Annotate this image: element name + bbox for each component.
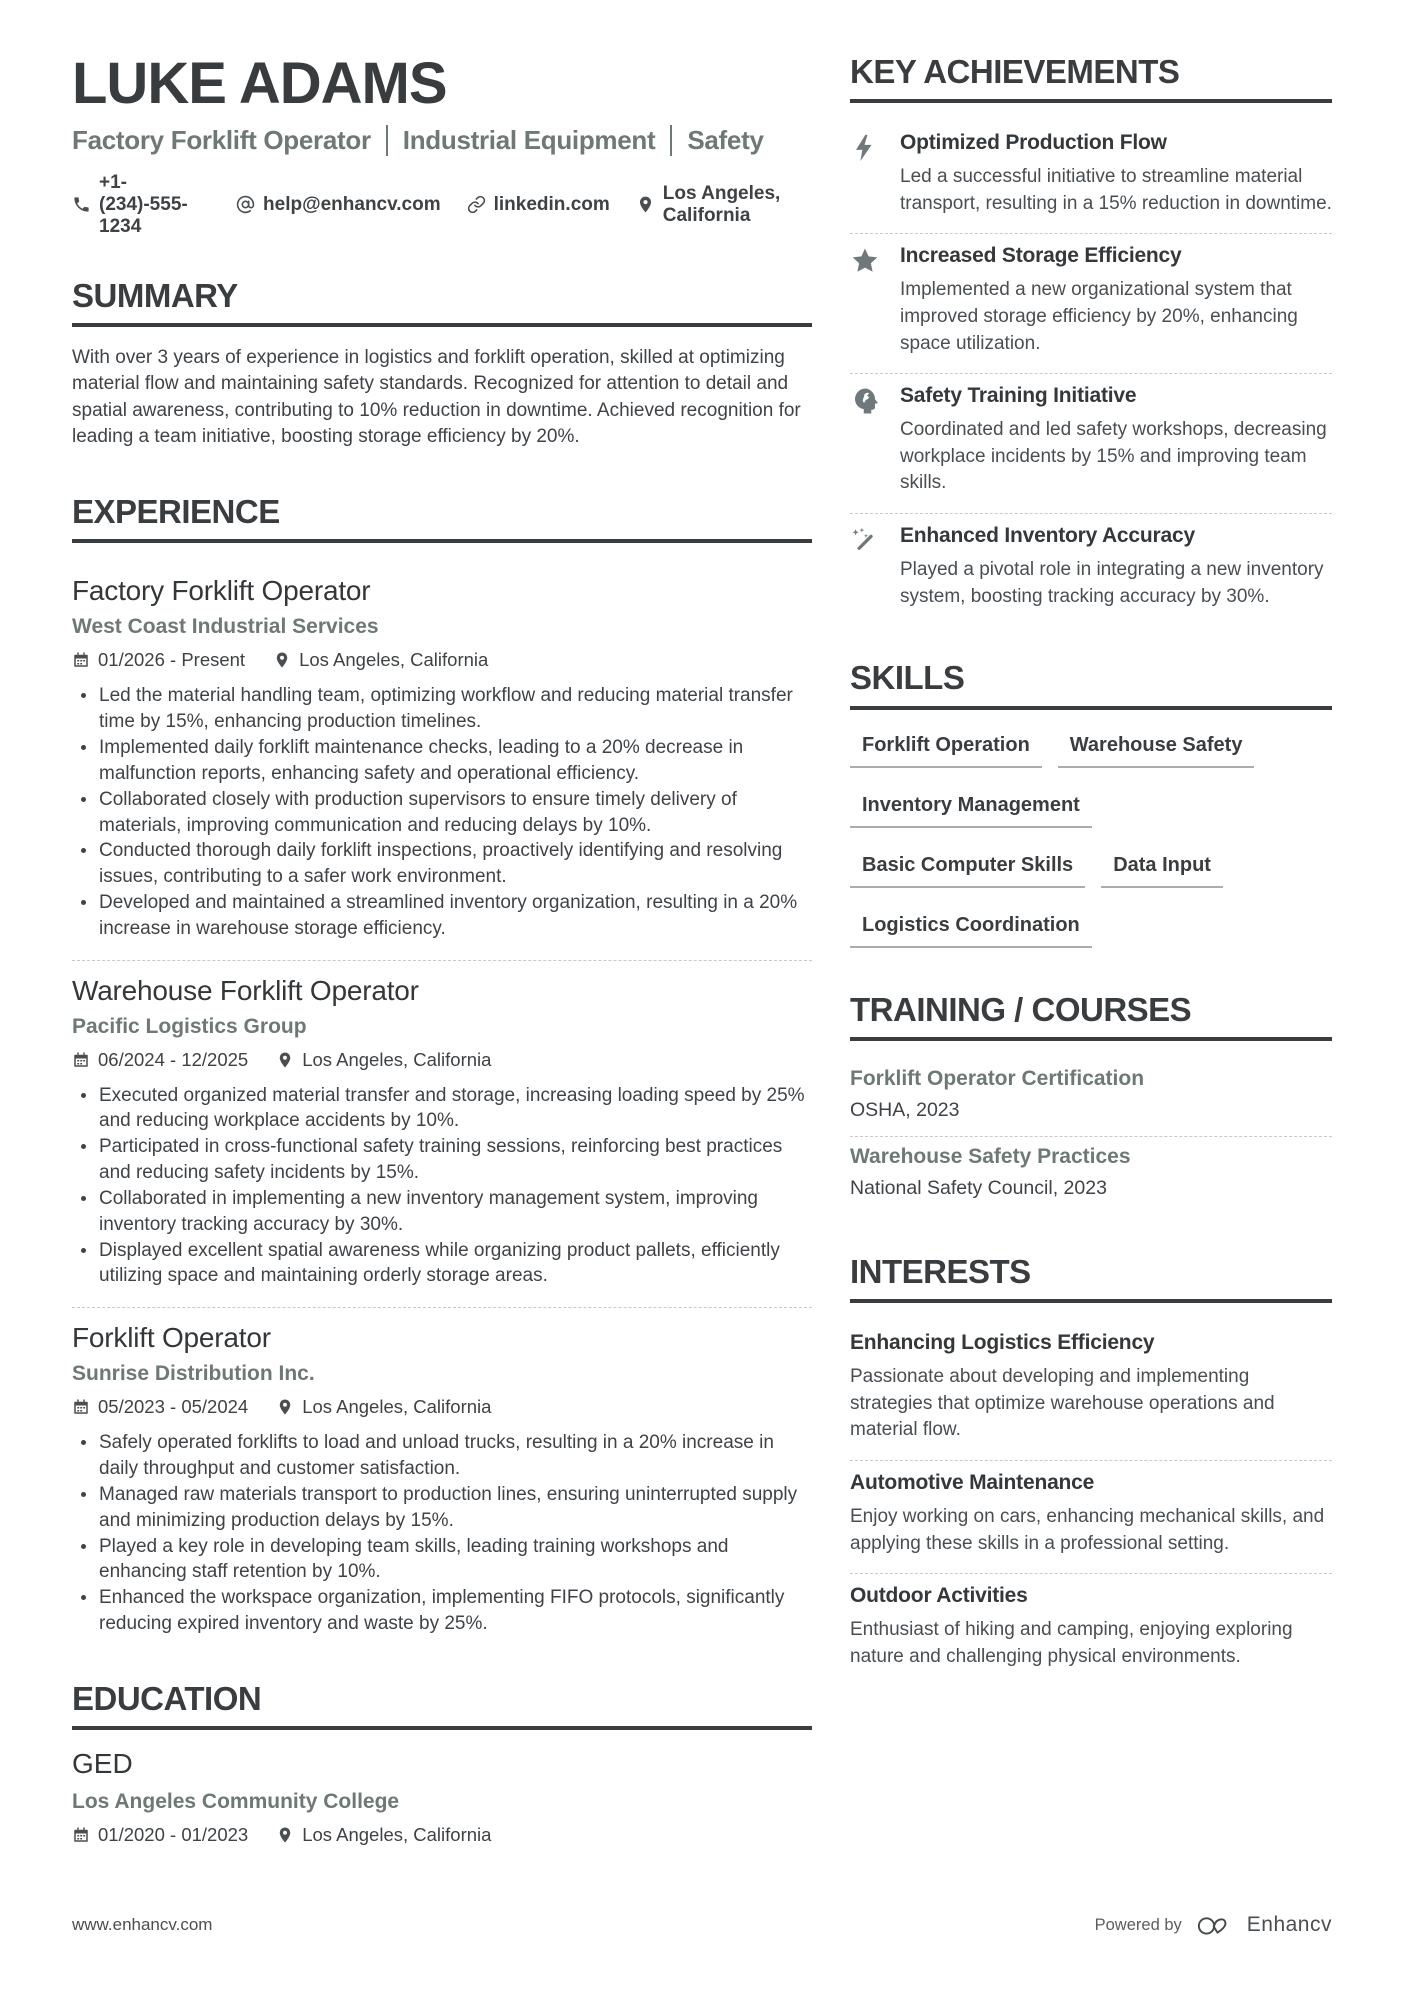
job-meta: [72, 1049, 812, 1071]
summary-title: SUMMARY: [72, 276, 238, 314]
achievement-item: [850, 513, 1332, 626]
course-name: Forklift Operator Certification: [850, 1066, 1145, 1090]
achievement-title: Increased Storage Efficiency: [900, 244, 1182, 268]
skill-item: Logistics Coordination: [850, 914, 1092, 948]
skill-item: Basic Computer Skills: [850, 854, 1085, 888]
calendar-icon: [72, 651, 90, 669]
course-item: [850, 1136, 1332, 1214]
interest-name: Automotive Maintenance: [850, 1470, 1095, 1494]
interest-text: Enjoy working on cars, enhancing mechanical skills, and applying these skills in a professional setting.: [850, 1505, 1325, 1554]
education-section: [72, 1681, 812, 1846]
headline-part: Industrial Equipment: [386, 125, 656, 156]
magic-wand-icon: [850, 524, 884, 610]
powered-by-label: Powered by: [1094, 1915, 1182, 1934]
achievement-title: Safety Training Initiative: [900, 384, 1137, 408]
job-company: Pacific Logistics Group: [72, 1014, 307, 1038]
bolt-icon: [850, 131, 884, 217]
section-rule: [850, 706, 1332, 710]
calendar-icon: [72, 1051, 90, 1069]
training-title: TRAINING / COURSES: [850, 990, 1192, 1028]
calendar-icon: [72, 1398, 90, 1416]
achievements-title: KEY ACHIEVEMENTS: [850, 53, 1180, 90]
contact-phone[interactable]: +1-(234)-555-1234: [72, 172, 210, 238]
achievement-body: [900, 131, 1332, 217]
job-role: Warehouse Forklift Operator: [72, 974, 419, 1006]
achievement-item: [850, 121, 1332, 233]
job-bullets: [72, 1083, 812, 1290]
section-rule: [72, 323, 812, 327]
job-dates: 06/2024 - 12/2025: [72, 1049, 248, 1071]
location-pin-icon: [273, 651, 291, 669]
headline: [72, 125, 812, 156]
section-rule: [850, 99, 1332, 103]
bullet: Collaborated in implementing a new inventory management system, improving inventory tracking accuracy by 30%.: [72, 1186, 812, 1238]
section-rule: [72, 1726, 812, 1730]
interest-item: [850, 1573, 1332, 1686]
experience-section: [72, 494, 812, 1655]
bullet: Played a key role in developing team skills, leading training workshops and enhancing staff retention by 10%.: [72, 1534, 812, 1586]
skills-list: [850, 728, 1332, 948]
achievement-item: [850, 373, 1332, 513]
phone-icon: [72, 195, 91, 214]
star-icon: [850, 244, 884, 357]
course-item: [850, 1059, 1332, 1136]
link-icon: [467, 195, 486, 214]
bullet: Managed raw materials transport to production lines, ensuring uninterrupted supply and minimizing production delays by 15%.: [72, 1482, 812, 1534]
job-dates: 05/2023 - 05/2024: [72, 1396, 248, 1418]
achievement-text: Played a pivotal role in integrating a new inventory system, boosting tracking accuracy by 30%.: [900, 559, 1324, 607]
job-role: Factory Forklift Operator: [72, 575, 371, 607]
bullet: Safely operated forklifts to load and unload trucks, resulting in a 20% increase in daily throughput and customer satisfaction.: [72, 1430, 812, 1482]
left-column: [72, 51, 812, 1858]
achievements-section: [850, 54, 1332, 626]
job-dates: 01/2026 - Present: [72, 649, 245, 671]
powered-by: [1095, 1913, 1332, 1937]
page-footer: [72, 1913, 1332, 1937]
education-location: Los Angeles, California: [276, 1824, 491, 1846]
headline-part: Factory Forklift Operator: [72, 124, 371, 155]
experience-title: EXPERIENCE: [72, 493, 280, 531]
location-pin-icon: [276, 1826, 294, 1844]
achievement-title: Optimized Production Flow: [900, 131, 1167, 155]
skill-item: Forklift Operation: [850, 734, 1042, 768]
skill-item: Warehouse Safety: [1058, 734, 1255, 768]
achievement-body: [900, 244, 1332, 357]
bullet: Led the material handling team, optimizing workflow and reducing material transfer time by 15%, enhancing production timelines.: [72, 683, 812, 735]
interest-name: Outdoor Activities: [850, 1584, 1028, 1608]
enhancv-logo-icon: [1196, 1913, 1238, 1937]
education-dates: 01/2020 - 01/2023: [72, 1824, 248, 1846]
enhancv-brand-name: Enhancv: [1246, 1913, 1332, 1936]
education-degree: GED: [72, 1748, 133, 1780]
contact-row: [72, 172, 812, 238]
headline-part: Safety: [670, 125, 763, 156]
bullet: Displayed excellent spatial awareness while organizing product pallets, efficiently utilizing space and maintaining orderly storage areas.: [72, 1238, 812, 1290]
skill-item: Data Input: [1101, 854, 1223, 888]
section-rule: [72, 539, 812, 543]
section-rule: [850, 1037, 1332, 1041]
interest-item: [850, 1321, 1332, 1460]
contact-location: Los Angeles, California: [636, 183, 812, 227]
achievement-text: Implemented a new organizational system that improved storage efficiency by 20%, enhancing space utilization.: [900, 279, 1298, 354]
bullet: Implemented daily forklift maintenance checks, leading to a 20% decrease in malfunction reports, enhancing safety and operational efficiency.: [72, 735, 812, 787]
right-column: [850, 54, 1332, 1858]
education-meta: [72, 1824, 812, 1846]
job-location: Los Angeles, California: [273, 649, 488, 671]
interests-section: [850, 1254, 1332, 1686]
interest-name: Enhancing Logistics Efficiency: [850, 1331, 1155, 1355]
bullet: Collaborated closely with production supervisors to ensure timely delivery of materials, improving communication and reducing delays by 10%.: [72, 787, 812, 839]
location-pin-icon: [276, 1051, 294, 1069]
summary-section: [72, 278, 812, 450]
job-company: West Coast Industrial Services: [72, 615, 379, 639]
job-location: Los Angeles, California: [276, 1396, 491, 1418]
section-rule: [850, 1299, 1332, 1303]
course-org: National Safety Council, 2023: [850, 1176, 1107, 1199]
location-pin-icon: [636, 195, 655, 214]
skills-title: SKILLS: [850, 659, 965, 697]
skill-item: Inventory Management: [850, 794, 1092, 828]
achievement-title: Enhanced Inventory Accuracy: [900, 524, 1195, 548]
experience-entry: [72, 561, 812, 959]
bullet: Enhanced the workspace organization, implementing FIFO protocols, significantly reducing expired inventory and waste by 25%.: [72, 1585, 812, 1637]
bullet: Participated in cross-functional safety training sessions, reinforcing best practices and reducing safety incidents by 15%.: [72, 1134, 812, 1186]
job-location: Los Angeles, California: [276, 1049, 491, 1071]
training-section: [850, 992, 1332, 1214]
location-pin-icon: [276, 1398, 294, 1416]
calendar-icon: [72, 1826, 90, 1844]
job-role: Forklift Operator: [72, 1322, 271, 1354]
experience-entry: [72, 1307, 812, 1655]
enhancv-brand[interactable]: [1196, 1913, 1332, 1937]
achievement-item: [850, 233, 1332, 373]
achievement-text: Coordinated and led safety workshops, decreasing workplace incidents by 15% and improving team skills.: [900, 419, 1327, 494]
at-icon: [236, 195, 255, 214]
bullet: Conducted thorough daily forklift inspections, proactively identifying and resolving issues, contributing to a safer work environment.: [72, 838, 812, 890]
skills-section: [850, 660, 1332, 947]
person-name: LUKE ADAMS: [72, 51, 447, 116]
job-company: Sunrise Distribution Inc.: [72, 1362, 315, 1386]
interest-text: Passionate about developing and implementing strategies that optimize warehouse operations and material flow.: [850, 1366, 1275, 1441]
job-meta: [72, 649, 812, 671]
job-meta: [72, 1396, 812, 1418]
course-org: OSHA, 2023: [850, 1098, 960, 1121]
achievement-text: Led a successful initiative to streamline material transport, resulting in a 15% reduction in downtime.: [900, 166, 1332, 214]
achievement-body: [900, 524, 1332, 610]
achievement-body: [900, 384, 1332, 497]
mind-icon: [850, 384, 884, 497]
contact-email[interactable]: help@enhancv.com: [236, 194, 441, 216]
bullet: Developed and maintained a streamlined inventory organization, resulting in a 20% increase in warehouse storage efficiency.: [72, 890, 812, 942]
course-name: Warehouse Safety Practices: [850, 1144, 1131, 1168]
education-title: EDUCATION: [72, 1679, 262, 1717]
interests-title: INTERESTS: [850, 1252, 1031, 1290]
interest-item: [850, 1460, 1332, 1573]
experience-entry: [72, 960, 812, 1308]
job-bullets: [72, 683, 812, 941]
summary-text: With over 3 years of experience in logistics and forklift operation, skilled at optimizing material flow and maintaining safety standards. Recognized for attention to detail and spatial awareness, contributing to 10% reduction in downtime. Achieved recognition for leading a team initiative, boosting storage efficiency by 20%.: [72, 347, 801, 447]
job-bullets: [72, 1430, 812, 1637]
contact-linkedin[interactable]: linkedin.com: [467, 194, 610, 216]
education-school: Los Angeles Community College: [72, 1790, 400, 1814]
bullet: Executed organized material transfer and storage, increasing loading speed by 25% and reducing workplace accidents by 10%.: [72, 1083, 812, 1135]
interest-text: Enthusiast of hiking and camping, enjoying exploring nature and challenging physical environments.: [850, 1619, 1293, 1667]
footer-website-link[interactable]: www.enhancv.com: [72, 1915, 213, 1934]
